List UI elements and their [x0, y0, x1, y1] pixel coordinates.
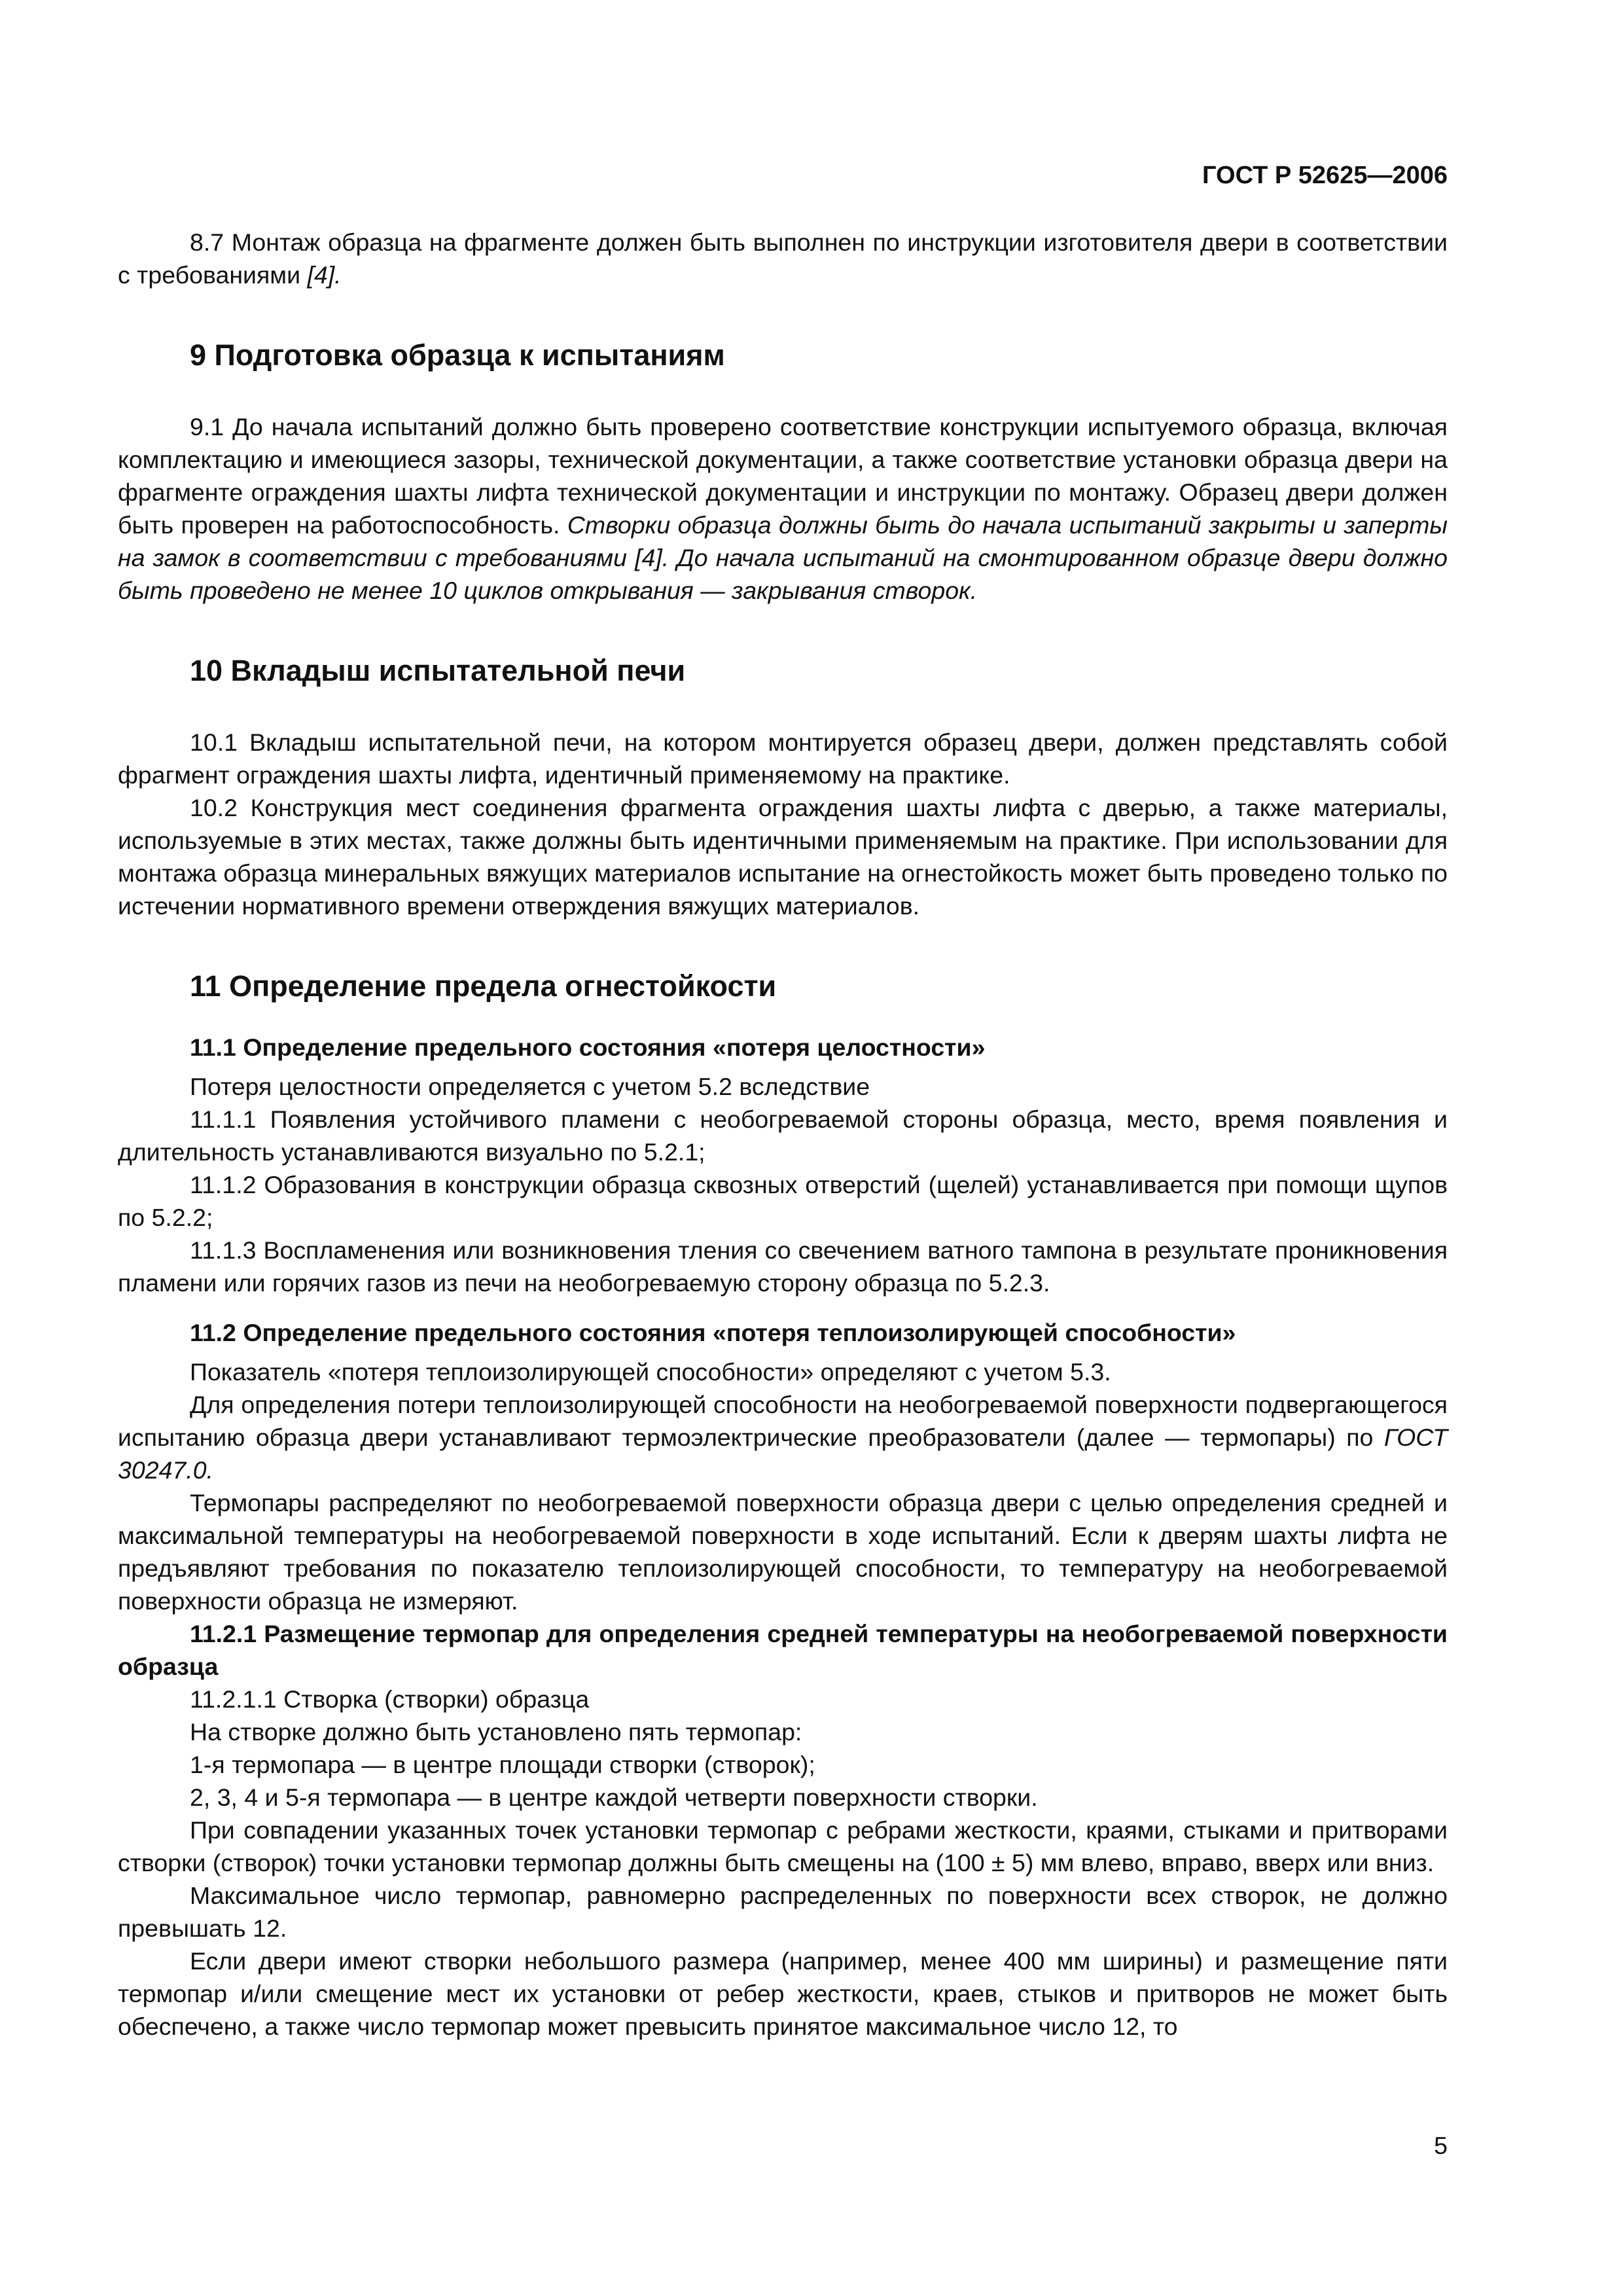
reference-4: [4]. [307, 261, 342, 289]
subsection-11-2-heading: 11.2 Определение предельного состояния «потеря теплоизолирующей способности» [190, 1319, 1236, 1346]
page-number: 5 [1434, 2132, 1448, 2159]
paragraph-11-2-1-p6: Если двери имеют створки небольшого размера (например, менее 400 мм ширины) и размещение пяти термопар и/или смещение мест их установки от ребер жесткости, краев, стыков и притворов не может быть обеспечено, а также число термопар может превысить принятое максимальное число 12, то [118, 1947, 1448, 2040]
paragraph-11-2-1-p4: При совпадении указанных точек установки термопар с ребрами жесткости, краями, стыками и притворами створки (створок) точки установки термопар должны быть смещены на (100 ± 5) мм влево, вправо, вверх или вниз. [118, 1816, 1448, 1876]
paragraph-8-7-text: 8.7 Монтаж образца на фрагменте должен быть выполнен по инструкции изготовителя двери в соответствии с требованиями [118, 228, 1448, 289]
paragraph-11-2-1-p2: 1-я термопара — в центре площади створки (створок); [190, 1751, 815, 1778]
gost-reference: ГОСТ 30247.0. [118, 1424, 1448, 1484]
paragraph-11-1-intro: Потеря целостности определяется с учетом 5.2 вследствие [190, 1073, 870, 1100]
paragraph-11-2-p1 [118, 1388, 1448, 1486]
section-10-heading: 10 Вкладыш испытательной печи [190, 654, 686, 687]
document-code: ГОСТ Р 52625—2006 [1202, 162, 1448, 189]
subsection-11-2-1-heading: 11.2.1 Размещение термопар для определения средней температуры на необогреваемой поверхности образца [118, 1620, 1448, 1680]
paragraph-11-2-p2: Термопары распределяют по необогреваемой поверхности образца двери с целью определения средней и максимальной температуры на необогреваемой поверхности в ходе испытаний. Если к дверям шахты лифта не предъявляют требования по показателю теплоизолирующей способности, то температуру на необогреваемой поверхности образца не измеряют. [118, 1489, 1448, 1615]
paragraph-11-2-p1-text: Для определения потери теплоизолирующей способности на необогреваемой поверхности подвергающегося испытанию образца двери устанавливают термоэлектрические преобразователи (далее — термопары) по [118, 1391, 1448, 1451]
paragraph-11-1-3: 11.1.3 Воспламенения или возникновения тления со свечением ватного тампона в результате проникновения пламени или горячих газов из печи на необогреваемую сторону образца по 5.2.3. [118, 1236, 1448, 1297]
paragraph-10-2: 10.2 Конструкция мест соединения фрагмента ограждения шахты лифта с дверью, а также материалы, используемые в этих местах, также должны быть идентичными применяемым на практике. При использовании для монтажа образца минеральных вяжущих материалов испытание на огнестойкость может быть проведено только по истечении нормативного времени отверждения вяжущих материалов. [118, 794, 1448, 920]
page-content [118, 226, 1448, 2043]
paragraph-11-2-1-p5: Максимальное число термопар, равномерно распределенных по поверхности всех створок, не должно превышать 12. [118, 1882, 1448, 1942]
subsection-11-1-heading: 11.1 Определение предельного состояния «потеря целостности» [190, 1033, 986, 1061]
paragraph-9-1 [118, 410, 1448, 607]
paragraph-9-1-italic: Створки образца должны быть до начала испытаний закрыты и заперты на замок в соответствии с требованиями [4]. До начала испытаний на смонтированном образце двери должно быть проведено не менее 10 циклов открывания — закрывания створок. [118, 511, 1448, 604]
paragraph-11-2-1-p3: 2, 3, 4 и 5-я термопара — в центре каждой четверти поверхности створки. [190, 1784, 1038, 1811]
paragraph-8-7 [118, 226, 1448, 291]
paragraph-11-2-1-p1: На створке должно быть установлено пять термопар: [190, 1718, 802, 1746]
section-11-heading: 11 Определение предела огнестойкости [190, 969, 777, 1003]
paragraph-9-1-text: 9.1 До начала испытаний должно быть проверено соответствие конструкции испытуемого образца, включая комплектацию и имеющиеся зазоры, технической документации, а также соответствие установки образца двери на фрагменте ограждения шахты лифта технической документации и инструкции по монтажу. Образец двери должен быть проверен на работоспособность. [118, 413, 1448, 539]
section-9-heading: 9 Подготовка образца к испытаниям [190, 338, 725, 372]
paragraph-11-2-intro: Показатель «потеря теплоизолирующей способности» определяют с учетом 5.3. [190, 1358, 1111, 1386]
paragraph-10-1: 10.1 Вкладыш испытательной печи, на котором монтируется образец двери, должен представлять собой фрагмент ограждения шахты лифта, идентичный применяемому на практике. [118, 728, 1448, 789]
paragraph-11-1-1: 11.1.1 Появления устойчивого пламени с необогреваемой стороны образца, место, время появления и длительность устанавливаются визуально по 5.2.1; [118, 1105, 1448, 1166]
paragraph-11-2-1-1: 11.2.1.1 Створка (створки) образца [190, 1685, 590, 1713]
paragraph-11-1-2: 11.1.2 Образования в конструкции образца сквозных отверстий (щелей) устанавливается при помощи щупов по 5.2.2; [118, 1171, 1448, 1231]
